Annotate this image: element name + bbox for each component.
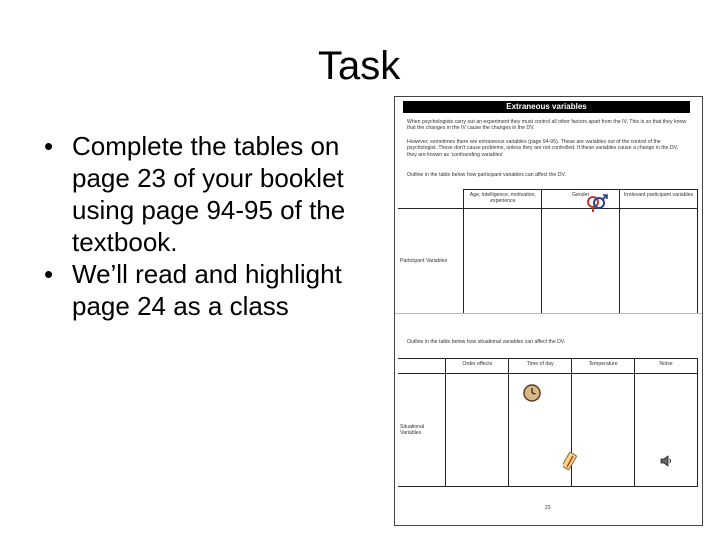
table-corner <box>398 190 464 209</box>
table-header-cell: Noise <box>635 359 698 374</box>
booklet-paragraph-3: Outline in the table below how participant variables can affect the DV. <box>407 172 566 178</box>
thermometer-icon <box>563 452 579 472</box>
table-header-cell: Time of day <box>509 359 572 374</box>
booklet-paragraph-2: However, sometimes there are extraneous variables (page 94-95). These are variables out of the control of the psychologist. These don’t cause problems, unless they are not controlled. If these variables cause a change in the DV, they are known as ‘confounding variables’ <box>407 139 679 158</box>
booklet-page-image <box>394 96 703 526</box>
table-header-cell: Age, intelligence, motivation, experience <box>464 190 542 209</box>
participant-variables-table <box>398 189 698 314</box>
speaker-noise-icon <box>659 454 673 468</box>
table-header-cell: Order effects <box>446 359 509 374</box>
table-header-cell: Temperature <box>572 359 635 374</box>
table-cell <box>572 374 635 487</box>
bullet-glyph: • <box>44 131 54 161</box>
situational-variables-table <box>398 358 698 487</box>
table-cell <box>446 374 509 487</box>
page-number: 23 <box>545 505 551 511</box>
table-cell <box>542 209 620 314</box>
gender-symbols-icon <box>585 193 609 213</box>
bullet-glyph: • <box>44 259 54 289</box>
bullet-text: We’ll read and highlight page 24 as a class <box>72 259 342 321</box>
bullet-item <box>40 258 390 322</box>
table-cell <box>464 209 542 314</box>
table-cell <box>635 374 698 487</box>
page-tear-gap <box>395 313 702 324</box>
clock-icon <box>523 384 541 402</box>
table-corner <box>398 359 446 374</box>
table-row-label: Situational Variables <box>398 374 446 487</box>
table-header-cell: Gender <box>542 190 620 209</box>
bullet-list <box>40 130 390 322</box>
bullet-text: Complete the tables on page 23 of your booklet using page 94-95 of the textbook. <box>72 131 346 257</box>
table-row-label: Participant Variables <box>398 209 464 314</box>
slide-title: Task <box>318 44 401 88</box>
booklet-paragraph-1: When psychologists carry out an experiment they must control all other factors apart from the IV. This is so that they know that the changes in the IV cause the changes in the DV. <box>407 119 687 132</box>
bullet-item <box>40 130 390 258</box>
booklet-header: Extraneous variables <box>403 101 690 113</box>
table-header-cell: Irrelevant participant variables <box>620 190 698 209</box>
table-cell <box>620 209 698 314</box>
booklet-paragraph-4: Outline in the table below how situational variables can affect the DV. <box>407 339 566 345</box>
